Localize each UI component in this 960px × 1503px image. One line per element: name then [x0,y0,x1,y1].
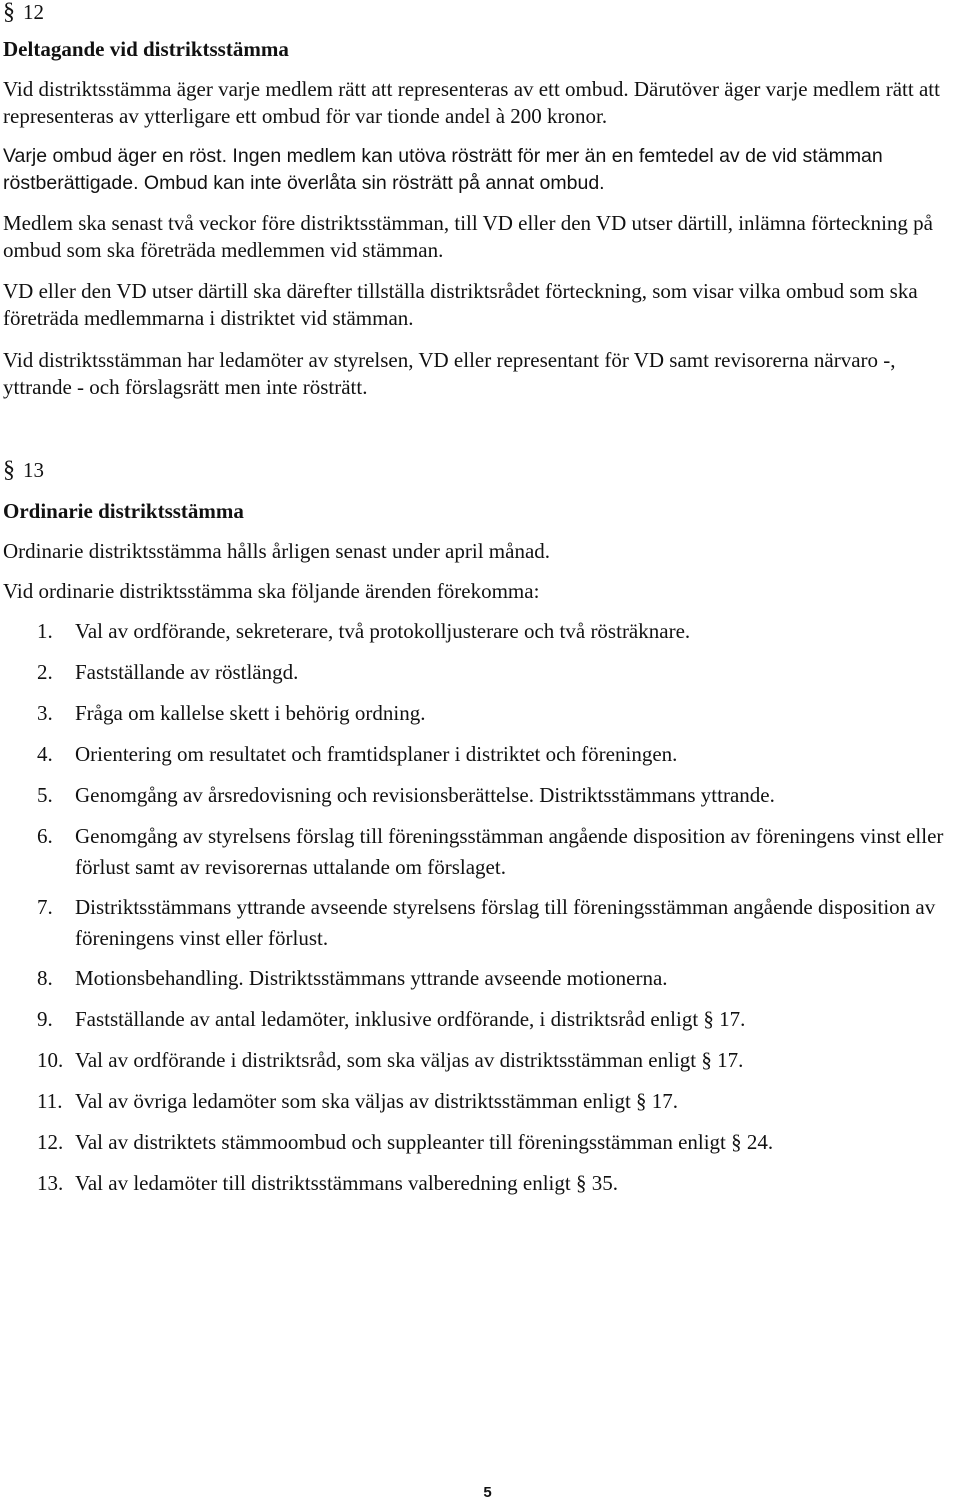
list-text: Val av distriktets stämmoombud och suppleanter till föreningsstämman enligt § 24. [75,1130,774,1154]
list-item [3,657,955,688]
list-item [3,963,955,994]
section-number: 13 [23,458,44,482]
list-text: Val av ordförande, sekreterare, två protokolljusterare och två rösträknare. [75,619,691,643]
list-item [3,1045,955,1076]
list-item [3,1004,955,1035]
list-number: 1. [37,619,53,643]
list-text: Genomgång av årsredovisning och revisionsberättelse. Distriktsstämmans yttrande. [75,783,775,807]
list-number: 2. [37,660,53,684]
list-item [3,616,955,647]
paragraph: Medlem ska senast två veckor före distriktsstämman, till VD eller den VD utser därtill, inlämna förteckning på ombud som ska företräda medlemmen vid stämman. [3,211,933,262]
section-13-heading: Ordinarie distriktsstämma [3,499,244,523]
section-12-heading: Deltagande vid distriktsstämma [3,37,289,61]
list-text: Motionsbehandling. Distriktsstämmans yttrande avseende motionerna. [75,966,668,990]
list-text: Orientering om resultatet och framtidsplaner i distriktet och föreningen. [75,742,678,766]
paragraph: Vid ordinarie distriktsstämma ska följande ärenden förekomma: [3,579,540,603]
section-number: 12 [23,0,44,24]
paragraph: Vid distriktsstämman har ledamöter av styrelsen, VD eller representant för VD samt revisorerna närvaro -, yttrande - och förslagsrätt men inte rösträtt. [3,348,896,399]
list-text: Distriktsstämmans yttrande avseende styrelsens förslag till föreningsstämman angående disposition av föreningens vinst eller förlust. [75,895,936,950]
list-item [3,1168,955,1199]
list-text: Val av ordförande i distriktsråd, som ska väljas av distriktsstämman enligt § 17. [75,1048,744,1072]
list-item [3,1127,955,1158]
list-text: Fastställande av röstlängd. [75,660,299,684]
list-number: 6. [37,824,53,848]
document-page [3,0,955,1199]
list-item [3,698,955,729]
list-item [3,739,955,770]
list-number: 3. [37,701,53,725]
list-number: 12. [37,1130,64,1154]
list-item [3,892,955,954]
agenda-list [3,616,955,1199]
list-text: Val av övriga ledamöter som ska väljas av distriktsstämman enligt § 17. [75,1089,679,1113]
list-item [3,821,955,883]
list-text: Genomgång av styrelsens förslag till föreningsstämman angående disposition av föreningens vinst eller förlust samt av revisorernas uttalande om förslaget. [75,824,944,879]
page-number: 5 [483,1484,492,1501]
list-text: Fastställande av antal ledamöter, inklusive ordförande, i distriktsråd enligt § 17. [75,1007,746,1031]
list-number: 8. [37,966,53,990]
list-number: 13. [37,1171,64,1195]
section-symbol: § [3,457,15,483]
paragraph: Ordinarie distriktsstämma hålls årligen senast under april månad. [3,539,551,563]
section-symbol: § [3,0,15,25]
list-number: 5. [37,783,53,807]
section-13-mark [3,458,955,482]
list-number: 7. [37,895,53,919]
paragraph: Vid distriktsstämma äger varje medlem rätt att representeras av ett ombud. Därutöver äger varje medlem rätt att representeras av ytterligare ett ombud för var tionde andel à 200 kronor. [3,77,940,128]
section-12-mark [3,0,955,24]
list-number: 10. [37,1048,64,1072]
list-text: Fråga om kallelse skett i behörig ordning. [75,701,426,725]
list-item [3,1086,955,1117]
paragraph: VD eller den VD utser därtill ska därefter tillställa distriktsrådet förteckning, som visar vilka ombud som ska företräda medlemmarna i distriktet vid stämman. [3,279,918,330]
list-number: 4. [37,742,53,766]
paragraph: Varje ombud äger en röst. Ingen medlem kan utöva rösträtt för mer än en femtedel av de vid stämman röstberättigade. Ombud kan inte överlåta sin rösträtt på annat ombud. [3,145,883,194]
list-number: 11. [37,1089,63,1113]
list-text: Val av ledamöter till distriktsstämmans valberedning enligt § 35. [75,1171,618,1195]
list-item [3,780,955,811]
list-number: 9. [37,1007,53,1031]
